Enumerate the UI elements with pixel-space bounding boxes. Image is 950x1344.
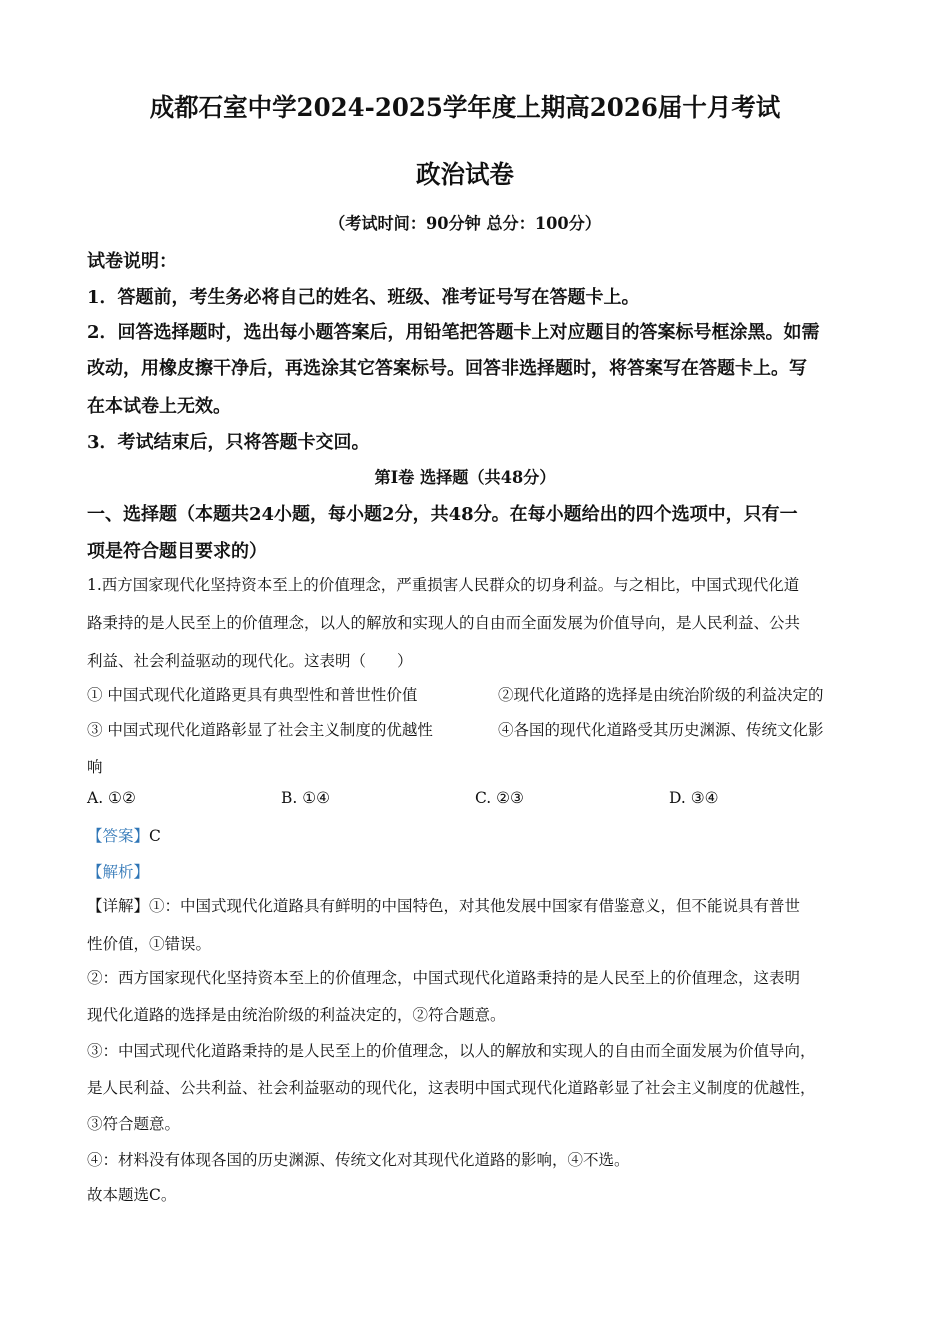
detail-tag: 【详解】 [87,897,150,915]
statement-4: ④各国的现代化道路受其历史渊源、传统文化影 [498,721,824,739]
exam-info: （考试时间：90分钟 总分：100分） [329,214,601,233]
statement-1: ① 中国式现代化道路更具有典型性和普世性价值 [87,686,418,704]
detail-3-cont2: ③符合题意。 [87,1115,181,1133]
statement-4-cont: 响 [87,758,103,776]
instruction-item-1: 1．答题前，考生务必将自己的姓名、班级、准考证号写在答题卡上。 [87,287,640,308]
detail-3: ③：中国式现代化道路秉持的是人民至上的价值理念，以人的解放和实现人的自由而全面发展为价值导向， [87,1042,816,1060]
answer-tag: 【答案】 [87,827,150,845]
detail-3-cont: 是人民利益、公共利益、社会利益驱动的现代化，这表明中国式现代化道路彰显了社会主义制度的优越性， [87,1079,816,1097]
instruction-item-2-cont: 改动，用橡皮擦干净后，再选涂其它答案标号。回答非选择题时，将答案写在答题卡上。写 [87,358,807,379]
analysis-tag: 【解析】 [87,863,150,881]
exam-title: 成都石室中学2024-2025学年度上期高2026届十月考试 [149,93,781,122]
section-heading: 一、选择题（本题共24小题，每小题2分，共48分。在每小题给出的四个选项中，只有一 [87,504,798,525]
subject-title: 政治试卷 [416,160,514,189]
option-c: C. ②③ [475,789,524,807]
instruction-item-2-cont2: 在本试卷上无效。 [87,396,231,417]
option-b: B. ①④ [281,789,331,807]
detail-2: ②：西方国家现代化坚持资本至上的价值理念，中国式现代化道路秉持的是人民至上的价值理念，这表明 [87,969,801,987]
detail-2-cont: 现代化道路的选择是由统治阶级的利益决定的，②符合题意。 [87,1006,506,1024]
question-stem-cont2: 利益、社会利益驱动的现代化。这表明（ ） [87,652,413,670]
statement-2: ②现代化道路的选择是由统治阶级的利益决定的 [498,686,824,704]
detail-4: ④：材料没有体现各国的历史渊源、传统文化对其现代化道路的影响，④不选。 [87,1151,630,1169]
instruction-item-2: 2．回答选择题时，选出每小题答案后，用铅笔把答题卡上对应题目的答案标号框涂黑。如需 [87,322,820,343]
statement-3: ③ 中国式现代化道路彰显了社会主义制度的优越性 [87,721,433,739]
answer-line [87,824,161,846]
question-stem-cont: 路秉持的是人民至上的价值理念，以人的解放和实现人的自由而全面发展为价值导向，是人民利益、公共 [87,614,801,632]
instructions-heading: 试卷说明： [87,251,177,272]
conclusion: 故本题选C。 [87,1186,177,1204]
option-d: D. ③④ [669,789,719,807]
detail-1-cont: 性价值，①错误。 [87,935,212,953]
detail-1-text: ①：中国式现代化道路具有鲜明的中国特色，对其他发展中国家有借鉴意义，但不能说具有普世 [149,897,801,915]
answer-value: C [149,827,161,845]
question-stem: 1.西方国家现代化坚持资本至上的价值理念，严重损害人民群众的切身利益。与之相比，中国式现代化道 [87,576,800,594]
section-heading-cont: 项是符合题目要求的） [87,541,267,562]
instruction-item-3: 3．考试结束后，只将答题卡交回。 [87,432,370,453]
part-title: 第Ⅰ卷 选择题（共48分） [374,468,556,487]
detail-1 [87,894,800,916]
option-a: A. ①② [87,789,136,807]
